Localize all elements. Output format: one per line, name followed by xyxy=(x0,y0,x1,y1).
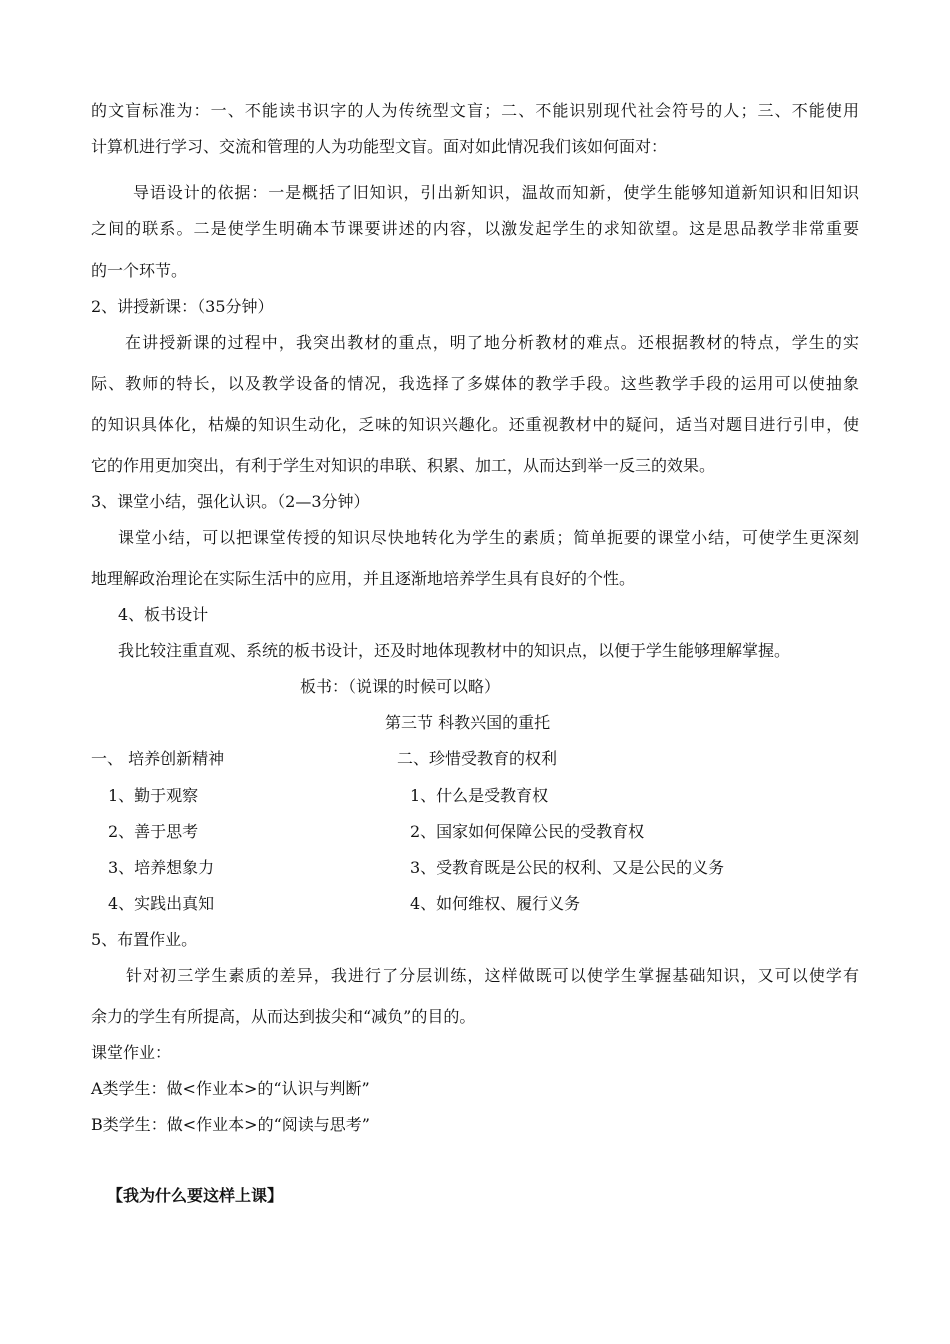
board-right-heading: 二、珍惜受教育的权利 xyxy=(397,749,558,768)
section-4-para-1: 我比较注重直观、系统的板书设计，还及时地体现教材中的知识点，以便于学生能够理解掌握。 xyxy=(118,641,791,660)
board-right-item: 4、如何维权、履行义务 xyxy=(410,894,581,913)
section-5-para-1: 针对初三学生素质的差异，我进行了分层训练，这样做既可以使学生掌握基础知识，又可以使学有 xyxy=(126,966,859,985)
board-right-item: 3、受教育既是公民的权利、又是公民的义务 xyxy=(410,858,725,877)
closing-heading: 【我为什么要这样上课】 xyxy=(107,1186,284,1205)
board-title: 第三节 科教兴国的重托 xyxy=(385,713,551,732)
section-3-para-2: 地理解政治理论在实际生活中的应用，并且逐渐地培养学生具有良好的个性。 xyxy=(91,569,636,588)
homework-a-type: A类学生：做<作业本>的“认识与判断” xyxy=(91,1079,370,1098)
section-2-para-2: 际、教师的特长，以及教学设备的情况，我选择了多媒体的教学手段。这些教学手段的运用可以使抽象 xyxy=(91,374,859,393)
homework-label: 课堂作业： xyxy=(91,1043,172,1062)
basis-line-3: 的一个环节。 xyxy=(91,261,188,280)
section-4-heading: 4、板书设计 xyxy=(118,605,209,624)
intro-line-2: 计算机进行学习、交流和管理的人为功能型文盲。面对如此情况我们该如何面对： xyxy=(91,137,668,156)
board-left-item: 4、实践出真知 xyxy=(108,894,215,913)
section-5-heading: 5、布置作业。 xyxy=(91,930,198,949)
section-2-heading: 2、讲授新课：（35分钟） xyxy=(91,297,274,316)
basis-line-1: 导语设计的依据：一是概括了旧知识，引出新知识，温故而知新，使学生能够知道新知识和旧知识 xyxy=(133,183,859,202)
section-3-para-1: 课堂小结，可以把课堂传授的知识尽快地转化为学生的素质；简单扼要的课堂小结，可使学生更深刻 xyxy=(118,528,859,547)
basis-line-2: 之间的联系。二是使学生明确本节课要讲述的内容，以激发起学生的求知欲望。这是思品教学非常重要 xyxy=(91,219,859,238)
board-right-item: 2、国家如何保障公民的受教育权 xyxy=(410,822,645,841)
section-3-heading: 3、课堂小结，强化认识。（2—3分钟） xyxy=(91,492,370,511)
board-label: 板书：（说课的时候可以略） xyxy=(300,677,501,696)
section-5-para-2: 余力的学生有所提高，从而达到拔尖和“减负”的目的。 xyxy=(91,1007,476,1026)
board-left-heading: 一、 培养创新精神 xyxy=(91,749,225,768)
board-left-item: 1、勤于观察 xyxy=(108,786,199,805)
section-2-para-4: 它的作用更加突出，有利于学生对知识的串联、积累、加工，从而达到举一反三的效果。 xyxy=(91,456,716,475)
board-left-item: 3、培养想象力 xyxy=(108,858,215,877)
board-right-item: 1、什么是受教育权 xyxy=(410,786,549,805)
intro-line-1: 的文盲标准为：一、不能读书识字的人为传统型文盲；二、不能识别现代社会符号的人；三、不能使用 xyxy=(91,101,859,120)
section-2-para-3: 的知识具体化，枯燥的知识生动化，乏味的知识兴趣化。还重视教材中的疑问，适当对题目进行引申，使 xyxy=(91,415,859,434)
section-2-para-1: 在讲授新课的过程中，我突出教材的重点，明了地分析教材的难点。还根据教材的特点，学生的实 xyxy=(125,333,859,352)
homework-b-type: B类学生：做<作业本>的“阅读与思考” xyxy=(91,1115,370,1134)
board-left-item: 2、善于思考 xyxy=(108,822,199,841)
